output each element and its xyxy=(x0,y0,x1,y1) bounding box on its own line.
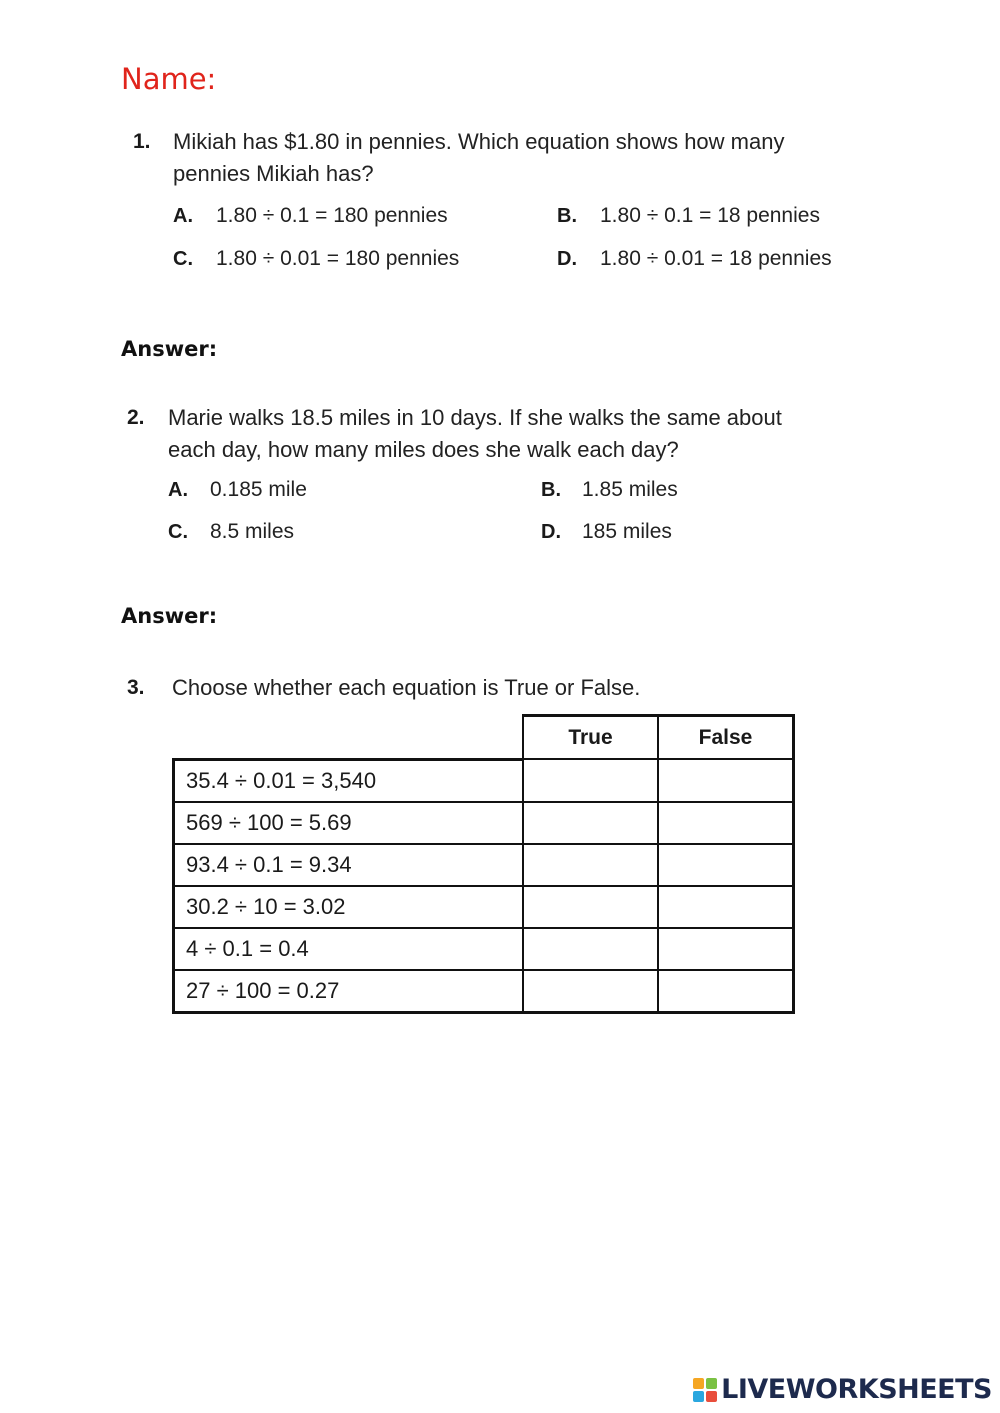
table-header-blank xyxy=(174,716,524,760)
true-cell[interactable] xyxy=(523,928,658,970)
liveworksheets-logo-icon xyxy=(693,1378,717,1402)
option-text: 185 miles xyxy=(582,520,672,543)
option-letter: A. xyxy=(173,205,193,227)
table-row xyxy=(174,802,794,844)
question-1-option-a xyxy=(173,204,448,228)
false-cell[interactable] xyxy=(658,928,794,970)
logo-square-4 xyxy=(706,1391,717,1402)
table-header-row xyxy=(174,716,794,760)
option-text: 1.80 ÷ 0.1 = 18 pennies xyxy=(600,204,820,227)
equation-cell: 93.4 ÷ 0.1 = 9.34 xyxy=(174,844,524,886)
equation-cell: 4 ÷ 0.1 = 0.4 xyxy=(174,928,524,970)
false-cell[interactable] xyxy=(658,844,794,886)
true-cell[interactable] xyxy=(523,886,658,928)
name-label: Name: xyxy=(121,62,217,96)
liveworksheets-logo-text: LIVEWORKSHEETS xyxy=(721,1374,992,1405)
false-cell[interactable] xyxy=(658,886,794,928)
option-letter: B. xyxy=(557,205,577,227)
table-header-true: True xyxy=(523,716,658,760)
question-1-answer-label: Answer: xyxy=(121,337,218,361)
table-header-false: False xyxy=(658,716,794,760)
true-cell[interactable] xyxy=(523,759,658,802)
option-letter: A. xyxy=(168,479,188,501)
false-cell[interactable] xyxy=(658,802,794,844)
table-row xyxy=(174,970,794,1013)
equation-cell: 30.2 ÷ 10 = 3.02 xyxy=(174,886,524,928)
question-1-number: 1. xyxy=(133,130,151,153)
true-cell[interactable] xyxy=(523,844,658,886)
false-cell[interactable] xyxy=(658,759,794,802)
question-3-text: Choose whether each equation is True or False. xyxy=(172,675,641,700)
equation-cell: 35.4 ÷ 0.01 = 3,540 xyxy=(174,759,524,802)
question-2-option-d xyxy=(541,520,672,544)
option-text: 1.85 miles xyxy=(582,478,678,501)
option-letter: D. xyxy=(557,248,577,270)
table-row xyxy=(174,928,794,970)
option-text: 1.80 ÷ 0.01 = 18 pennies xyxy=(600,247,832,270)
option-text: 0.185 mile xyxy=(210,478,307,501)
true-cell[interactable] xyxy=(523,970,658,1013)
option-text: 1.80 ÷ 0.01 = 180 pennies xyxy=(216,247,460,270)
equation-cell: 569 ÷ 100 = 5.69 xyxy=(174,802,524,844)
liveworksheets-logo[interactable] xyxy=(693,1374,992,1405)
logo-square-2 xyxy=(706,1378,717,1389)
true-cell[interactable] xyxy=(523,802,658,844)
question-1-text xyxy=(173,126,784,190)
false-cell[interactable] xyxy=(658,970,794,1013)
question-2-number: 2. xyxy=(127,406,145,429)
question-1-line-1: Mikiah has $1.80 in pennies. Which equation shows how many xyxy=(173,129,785,154)
question-2-text xyxy=(168,402,782,466)
question-1-option-b xyxy=(557,204,820,228)
option-letter: C. xyxy=(168,521,188,543)
question-3-number: 3. xyxy=(127,676,145,699)
question-2-option-c xyxy=(168,520,294,544)
logo-square-1 xyxy=(693,1378,704,1389)
option-letter: D. xyxy=(541,521,561,543)
question-2-option-a xyxy=(168,478,307,502)
question-2-option-b xyxy=(541,478,678,502)
table-row xyxy=(174,759,794,802)
question-2-answer-label: Answer: xyxy=(121,604,218,628)
table-row xyxy=(174,844,794,886)
question-1-option-d xyxy=(557,247,832,271)
option-letter: C. xyxy=(173,248,193,270)
logo-square-3 xyxy=(693,1391,704,1402)
question-1-option-c xyxy=(173,247,459,271)
option-letter: B. xyxy=(541,479,561,501)
option-text: 8.5 miles xyxy=(210,520,295,543)
true-false-table xyxy=(172,714,795,1014)
question-2-line-2: each day, how many miles does she walk each day? xyxy=(168,437,679,462)
question-1-line-2: pennies Mikiah has? xyxy=(173,161,374,186)
equation-cell: 27 ÷ 100 = 0.27 xyxy=(174,970,524,1013)
question-2-line-1: Marie walks 18.5 miles in 10 days. If she walks the same about xyxy=(168,405,782,430)
table-row xyxy=(174,886,794,928)
option-text: 1.80 ÷ 0.1 = 180 pennies xyxy=(216,204,448,227)
